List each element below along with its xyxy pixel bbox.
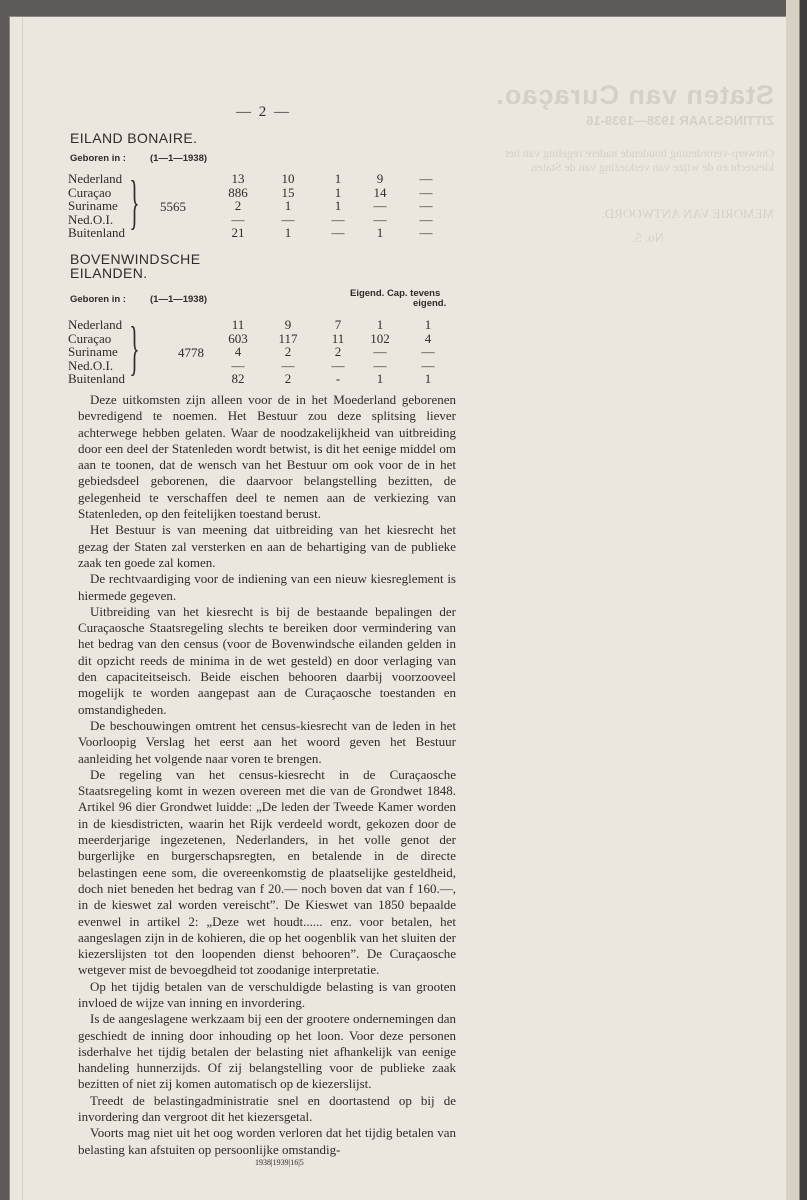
page-edge — [786, 0, 807, 1200]
page-margin-line — [22, 18, 31, 1200]
ghost-number: No. 5. — [631, 230, 664, 245]
table-cell: 117 — [278, 330, 298, 346]
section-title-bonaire: EILAND BONAIRE. — [70, 130, 198, 146]
ghost-session: ZITTINGSJAAR 1938—1939-16 — [586, 113, 774, 128]
table-cell: 1 — [284, 198, 292, 213]
table-cell: 886 — [228, 184, 248, 200]
body-text — [78, 392, 456, 1158]
date-label: (1—1—1938) — [150, 294, 208, 305]
ghost-title: Staten van Curaçao. — [495, 80, 774, 110]
table-cell: 82 — [231, 371, 245, 386]
born-label: Geboren in : — [70, 294, 126, 305]
table-cell: — — [421, 344, 435, 359]
table-cell: — — [331, 357, 345, 373]
total-value: 4778 — [178, 345, 204, 360]
table-cell: 21 — [231, 225, 245, 240]
paragraph: De regeling van het census-kiesrecht in de Curaçaosche Staatsregeling komt in wezen overeen met die van de Grondwet 1848. Artikel 96 dier Grondwet luidde: „De leden der Tweede Kamer worden in de kiesdistricten, waarin het Rijk verdeeld wordt, gekozen door de meerderjarige ingezetenen, Nederlanders, in het volle genot der burgerlijke en burgerschapsregten, en betalende in de directe belastingen eene som, die overeenkomstig de plaatselijke gesteldheid, doch niet beneden het bedrag van f 20.— noch boven dat van f 160.—, in de kieswet zal worden vereischt”. De Kieswet van 1850 bepaalde evenwel in artikel 2: „Deze wet houdt...... enz. voor betalen, het aangeslagen zijn in de kohieren, die op het oogenblik van het sluiten der kiezerslijsten tot den loopenden dienst behooren”. De Curaçaosche wetgever mist de bevoegdheid tot zoodanige interpretatie. — [78, 766, 456, 978]
table-cell: - — [335, 371, 341, 386]
table-cell: — — [331, 211, 345, 227]
row-place: Ned.O.I. — [68, 357, 114, 373]
table-cell: — — [373, 357, 387, 373]
paragraph: De beschouwingen omtrent het census-kiesrecht van de leden in het Voorloopig Verslag het eerst aan het woord geven het Bestuur aanleiding het volgende naar voren te brengen. — [78, 717, 456, 766]
table-cell: — — [419, 211, 433, 227]
table-cell: 1 — [334, 184, 342, 200]
table-cell: 4 — [234, 344, 242, 359]
table-cell: 7 — [334, 317, 342, 332]
table-cell: 4 — [424, 330, 432, 346]
row-place: Nederland — [68, 317, 123, 332]
ghost-subject: Ontwerp-verordening houdende nadere regeling van het kiesrecht en de wijze van verkiezing van de Staten — [505, 146, 774, 174]
ghost-memo: MEMORIE VAN ANTWOORD. — [601, 206, 774, 221]
table-cell: — — [231, 211, 245, 227]
table-cell: — — [281, 357, 295, 373]
table-cell: 2 — [284, 371, 292, 386]
table-cell: 14 — [373, 184, 387, 200]
row-place: Buitenland — [68, 225, 126, 240]
table-cell: — — [281, 211, 295, 227]
table-cell: — — [331, 225, 345, 240]
paragraph: Treedt de belastingadministratie snel en doortastend op bij de invordering dan vergroot dit het kiezersgetal. — [78, 1092, 456, 1125]
brace-glyph: } — [129, 315, 140, 381]
table-cell: 9 — [284, 317, 292, 332]
table-cell: — — [419, 184, 433, 200]
table-cell: — — [419, 198, 433, 213]
table-cell: 2 — [234, 198, 242, 213]
table-cell: — — [373, 211, 387, 227]
table-cell: 1 — [334, 198, 342, 213]
table-cell: 1 — [334, 171, 342, 186]
table-cell: — — [231, 357, 245, 373]
paragraph: Deze uitkomsten zijn alleen voor de in het Moederland geborenen bevredigend te noemen. Het Bestuur zou deze splitsing liever achterwege hebben gelaten. Waar de noodzakelijkheid van uitbreiding door een deel der Statenleden wordt betwist, is dit het eenige middel om aan te toonen, dat de wensch van het Bestuur om ook voor de in het gebiedsdeel geborenen, die daarvoor belangstelling bezitten, de gelegenheid te verschaffen deel te nemen aan de verkiezing van Statenleden, op den feitelijken toestand berust. — [78, 392, 456, 522]
row-place: Suriname — [68, 344, 118, 359]
paragraph: Het Bestuur is van meening dat uitbreiding van het kiesrecht het gezag der Staten zal versterken en aan de behartiging van de publieke zaak ten goede zal komen. — [78, 522, 456, 570]
table-cell: 1 — [424, 317, 432, 332]
row-place: Buitenland — [68, 371, 126, 386]
brace-glyph: } — [129, 169, 140, 235]
table-cell: 13 — [231, 171, 245, 186]
table-cell: 1 — [376, 225, 384, 240]
table-cell: 15 — [281, 184, 295, 200]
table-cell: — — [419, 171, 433, 186]
table-cell: — — [421, 357, 435, 373]
table-cell: 603 — [228, 330, 248, 346]
row-place: Curaçao — [68, 330, 112, 346]
table-cell: 1 — [284, 225, 292, 240]
paragraph: De rechtvaardiging voor de indiening van een nieuw kiesreglement is hiermede gegeven. — [78, 571, 456, 603]
table-cell: 9 — [376, 171, 384, 186]
table-cell: 11 — [231, 317, 245, 332]
table-cell: — — [373, 198, 387, 213]
row-place: Ned.O.I. — [68, 211, 114, 227]
table-cell: 102 — [370, 330, 390, 346]
table-cell: 2 — [284, 344, 292, 359]
paragraph: Uitbreiding van het kiesrecht is bij de bestaande bepalingen der Curaçaosche Staatsregeling slechts te bereiken door vermindering van het bedrag van den census (voor de Bovenwindsche eilanden gelden in dit opzicht reeds de minima in de wet gesteld) en door verlaging van den capaciteitseisch. Beide eischen behooren daarbij voorzooveel mogelijk te worden aangepast aan de Curaçaosche toestanden en omstandigheden. — [78, 603, 456, 717]
row-place: Curaçao — [68, 184, 112, 200]
table-cell: 2 — [334, 344, 342, 359]
paragraph: Is de aangeslagene werkzaam bij een der grootere ondernemingen dan geschiedt de inning door inhouding op het loon. Voor deze personen isderhalve het tijdig betalen der belasting niet afhankelijk van eenige handeling hunnerzijds. Of zij belangstelling voor de publieke zaak bezitten of niet zij komen automatisch op de kiezerslijst. — [78, 1011, 456, 1092]
total-value: 5565 — [160, 199, 186, 214]
section-title-eilanden: EILANDEN. — [70, 265, 148, 281]
table-cell: — — [419, 225, 433, 240]
table-cell: 1 — [376, 371, 384, 386]
born-label: Geboren in : — [70, 153, 126, 164]
table-cell: 10 — [281, 171, 295, 186]
bleed-through-text — [474, 80, 774, 246]
row-place: Nederland — [68, 171, 123, 186]
section-title-bovenwindsche: BOVENWINDSCHE — [70, 251, 201, 267]
row-place: Suriname — [68, 198, 118, 213]
column-header-1: Eigend. Cap. tevens — [350, 288, 441, 299]
table-cell: 11 — [331, 330, 345, 346]
table-cell: 1 — [424, 371, 432, 386]
paragraph: Voorts mag niet uit het oog worden verloren dat het tijdig betalen van belasting kan afstuiten op persoonlijke omstandig- — [78, 1125, 456, 1157]
date-label: (1—1—1938) — [150, 153, 208, 164]
paragraph: Op het tijdig betalen van de verschuldigde belasting is van grooten invloed de wijze van inning en invordering. — [78, 978, 456, 1010]
table-cell: — — [373, 344, 387, 359]
footer-reference: 1938|1939|16|5 — [255, 1158, 304, 1167]
table-cell: 1 — [376, 317, 384, 332]
page-number: — 2 — — [236, 104, 291, 120]
column-header-2: eigend. — [413, 298, 447, 309]
